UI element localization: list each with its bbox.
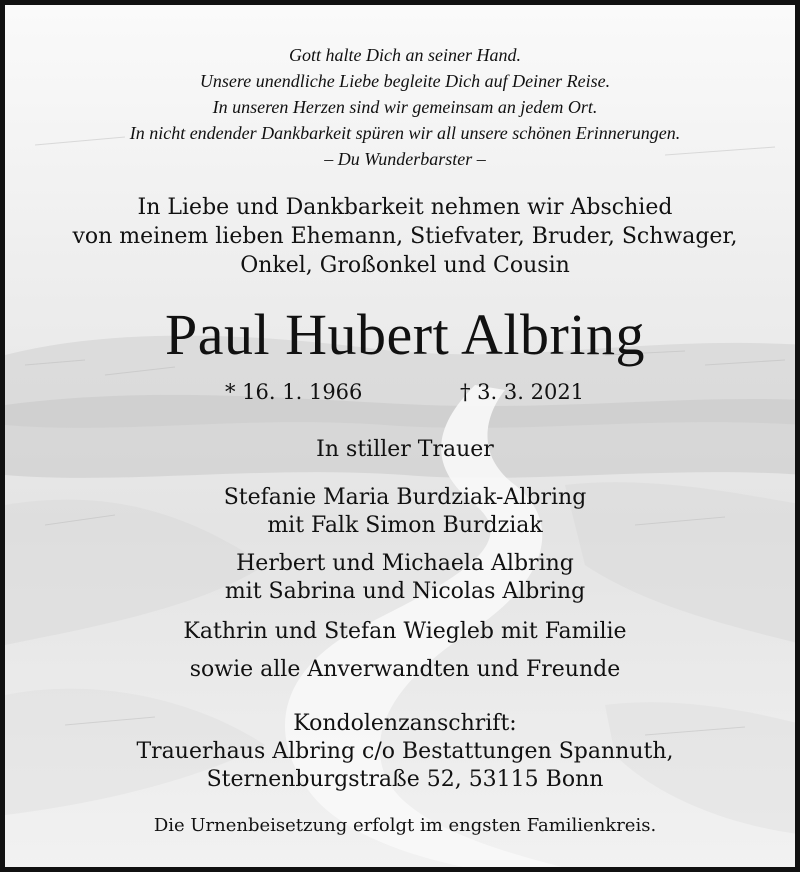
mourner-line: mit Sabrina und Nicolas Albring [224,579,586,604]
burial-note: Die Urnenbeisetzung erfolgt im engsten Familienkreis. [153,815,657,836]
mourning-heading: In stiller Trauer [316,437,494,462]
poem-line: Gott halte Dich an seiner Hand. [289,45,521,65]
condolence-label: Kondolenzanschrift: [293,711,517,736]
poem-line: In nicht endender Dankbarkeit spüren wir all unsere schönen Erinnerungen. [129,123,681,143]
death-date: † 3. 3. 2021 [460,380,585,404]
mourner-line: Herbert und Michaela Albring [236,551,574,576]
intro-line: von meinem lieben Ehemann, Stiefvater, Bruder, Schwager, [72,224,738,249]
mourner-line: Stefanie Maria Burdziak-Albring [223,485,587,510]
intro-line: In Liebe und Dankbarkeit nehmen wir Abschied [137,195,673,220]
poem-line: Unsere unendliche Liebe begleite Dich auf Deiner Reise. [199,71,611,91]
condolence-address: Trauerhaus Albring c/o Bestattungen Spannuth, [136,739,674,764]
poem-line: In unseren Herzen sind wir gemeinsam an jedem Ort. [212,97,598,117]
mourner-line: mit Falk Simon Burdziak [267,513,543,538]
condolence-address: Sternenburgstraße 52, 53115 Bonn [206,767,604,792]
mourner-line: Kathrin und Stefan Wiegleb mit Familie [183,619,627,644]
intro-line: Onkel, Großonkel und Cousin [240,253,570,278]
mourner-line: sowie alle Anverwandten und Freunde [189,657,621,682]
poem-signature: – Du Wunderbarster – [324,149,486,169]
deceased-name: Paul Hubert Albring [165,302,645,367]
birth-date: * 16. 1. 1966 [225,380,363,404]
life-dates [5,380,800,408]
